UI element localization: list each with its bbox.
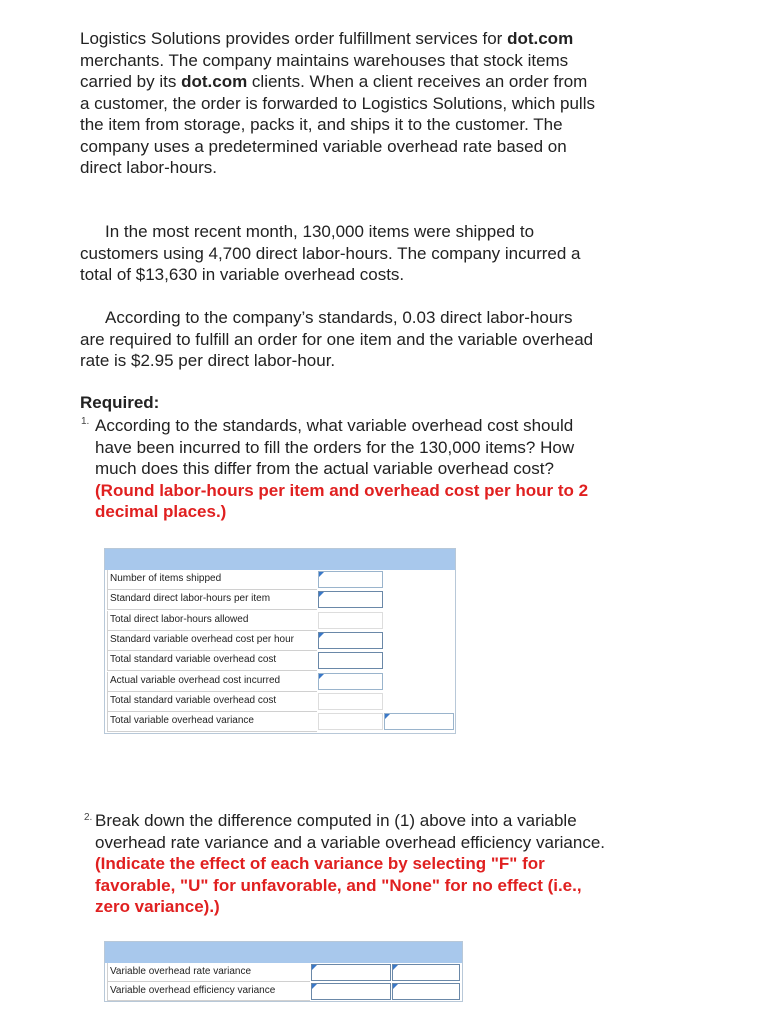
question-2-body: Break down the difference computed in (1) above into a variable overhead rate variance and a variable overhead efficiency variance. [95, 811, 605, 852]
variance-effect-select[interactable] [384, 713, 454, 730]
bold-text: dot.com [507, 29, 574, 48]
variance-amount-input[interactable] [311, 964, 391, 981]
table-row-label: Variable overhead efficiency variance [107, 982, 310, 1001]
required-heading: Required: [80, 393, 160, 412]
table-header [105, 549, 455, 570]
table-row-label: Actual variable overhead cost incurred [107, 672, 317, 692]
variance-amount-input[interactable] [311, 983, 391, 1000]
question-1-instruction: (Round labor-hours per item and overhead cost per hour to 2 decimal places.) [95, 480, 589, 521]
bold-text: dot.com [181, 72, 248, 91]
amount-input[interactable] [318, 673, 383, 690]
amount-input[interactable] [318, 571, 383, 588]
dropdown-marker-icon [312, 965, 317, 970]
amount-input[interactable] [318, 652, 383, 669]
dropdown-marker-icon [393, 984, 398, 989]
question-2-text [95, 810, 605, 918]
intro-paragraph-1 [80, 28, 600, 179]
amount-input[interactable] [318, 713, 383, 730]
amount-input[interactable] [318, 632, 383, 649]
table-row-label: Total standard variable overhead cost [107, 692, 317, 712]
dropdown-marker-icon [319, 674, 324, 679]
question-1-text [95, 415, 605, 523]
variance-effect-select[interactable] [392, 983, 460, 1000]
table-row-label: Total standard variable overhead cost [107, 651, 317, 671]
amount-input[interactable] [318, 612, 383, 629]
table-header [105, 942, 462, 963]
dropdown-marker-icon [319, 592, 324, 597]
question-1-body: According to the standards, what variable overhead cost should have been incurred to fill the orders for the 130,000 items? How much does this differ from the actual variable overhead cost? [95, 416, 575, 478]
question-2-number: 2. [84, 812, 93, 823]
amount-input[interactable] [318, 693, 383, 710]
table-row-label: Total direct labor-hours allowed [107, 611, 317, 631]
table-row-label: Variable overhead rate variance [107, 963, 310, 982]
table-row-label: Number of items shipped [107, 570, 317, 590]
question-1-number: 1. [81, 416, 90, 427]
variance-effect-select[interactable] [392, 964, 460, 981]
dropdown-marker-icon [312, 984, 317, 989]
table-row-label: Standard variable overhead cost per hour [107, 631, 317, 651]
text-segment: clients. When a client receives an order from a customer, the order is forwarded to Logistics Solutions, which pulls the item from storage, packs it, and ships it to the customer. The company uses a predetermined variable overhead rate based on direct labor-hours. [80, 72, 595, 177]
question-2-instruction: (Indicate the effect of each variance by selecting "F" for favorable, "U" for unfavorable, and "None" for no effect (i.e., zero variance).) [95, 854, 582, 916]
table-row-label: Standard direct labor-hours per item [107, 590, 317, 610]
dropdown-marker-icon [319, 633, 324, 638]
amount-input[interactable] [318, 591, 383, 608]
intro-paragraph-2: In the most recent month, 130,000 items were shipped to customers using 4,700 direct labor-hours. The company incurred a total of $13,630 in variable overhead costs. [80, 222, 581, 284]
dropdown-marker-icon [393, 965, 398, 970]
dropdown-marker-icon [319, 572, 324, 577]
dropdown-marker-icon [385, 714, 390, 719]
text-segment: merchants. The company maintains warehouses that stock items carried by its [80, 50, 569, 91]
intro-paragraph-3: According to the company’s standards, 0.03 direct labor-hours are required to fulfill an order for one item and the variable overhead rate is $2.95 per direct labor-hour. [80, 308, 594, 370]
text-segment: Logistics Solutions provides order fulfillment services for [80, 29, 508, 48]
table-row-label: Total variable overhead variance [107, 712, 317, 732]
